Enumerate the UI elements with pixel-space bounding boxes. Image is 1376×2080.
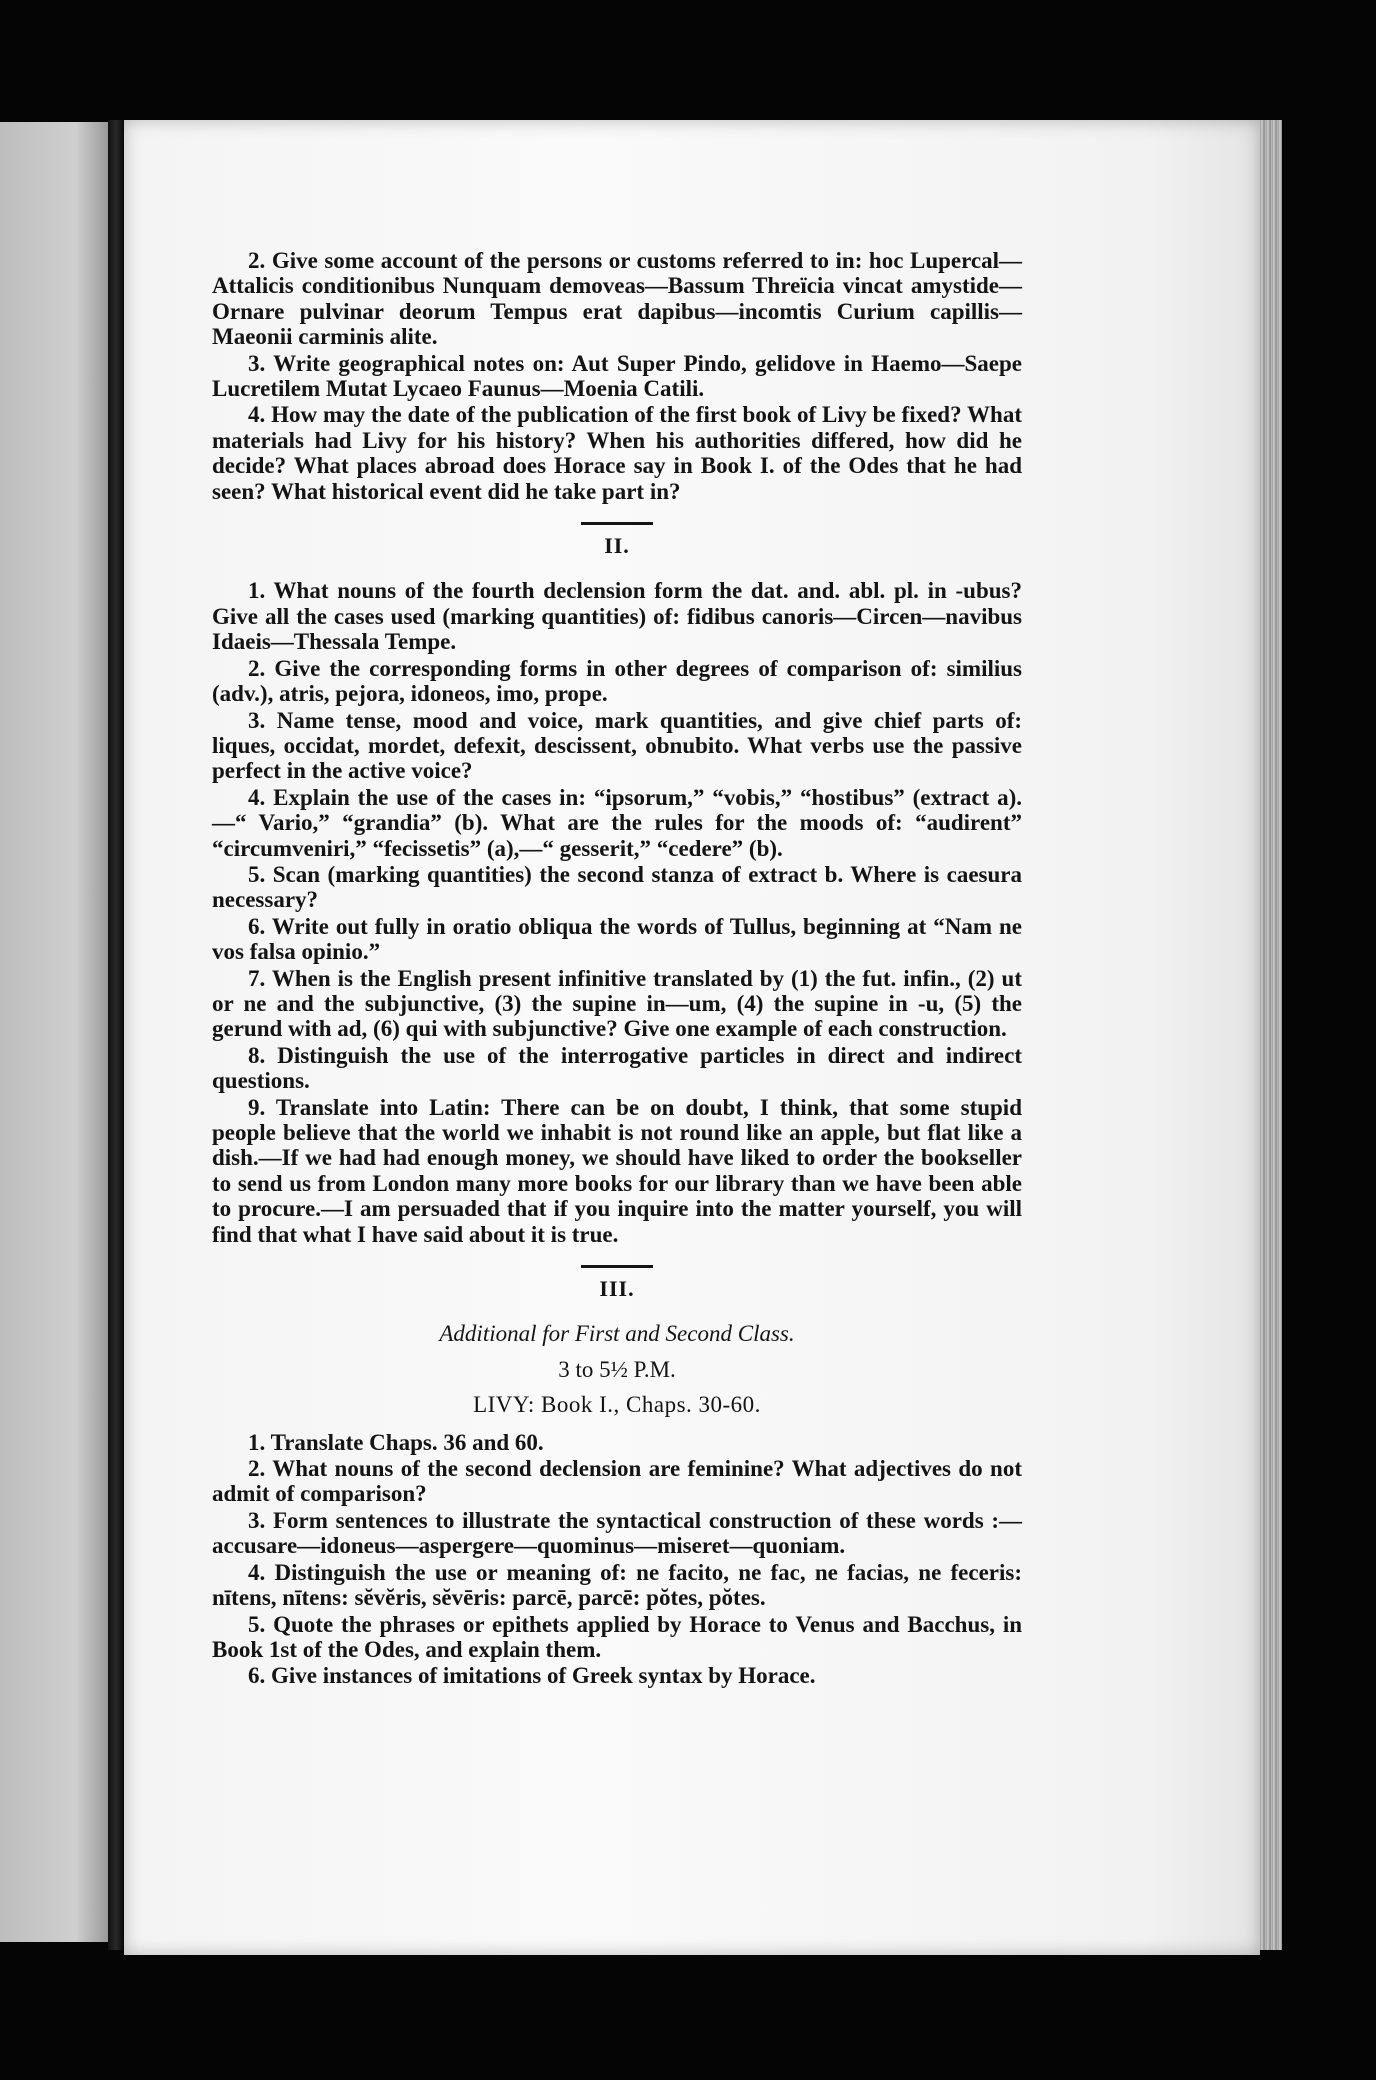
question-text: What nouns of the fourth declension form the dat. and. abl. pl. in -ubus? Give all the cases used (marking quantities) of: fidibus canoris—Circen—navibus Idaeis—Thessala Tempe. (212, 578, 1022, 655)
exam-time: 3 to 5½ P.M. (558, 1356, 676, 1382)
question-text: When is the English present infinitive translated by (1) the fut. infin., (2) ut or ne and the subjunctive, (3) the supine in—um, (4) the supine in -u, (5) the gerund with ad, (6) qui with subjunctive? Give one example of each construction. (212, 965, 1022, 1042)
question-text: Translate Chaps. 36 and 60. (270, 1429, 544, 1455)
section-divider (581, 1265, 653, 1268)
question-number: 5. (248, 861, 266, 887)
question-number: 3. (248, 707, 266, 733)
exam-text (212, 248, 1022, 1690)
question-item (212, 1456, 1022, 1507)
question-number: 5. (248, 1611, 266, 1637)
question-number: 4. (248, 784, 266, 810)
question-item (212, 914, 1022, 965)
question-number: 1. (248, 1429, 266, 1455)
section-heading: II. (604, 533, 630, 559)
question-number: 6. (248, 913, 266, 939)
question-text: Form sentences to illustrate the syntactical construction of these words :—accusare—idoneus—aspergere—quominus—miseret—quoniam. (212, 1507, 1023, 1559)
question-text: How may the date of the publication of the first book of Livy be fixed? What materials had Livy for his history? When his authorities differed, how did he decide? What places abroad does Horace say in Book I. of the Odes that he had seen? What historical event did he take part in? (212, 402, 1022, 504)
question-item (212, 1508, 1022, 1559)
question-number: 1. (248, 578, 266, 604)
question-text: Give some account of the persons or customs referred to in: hoc Lupercal—Attalicis conditionibus Nunquam demoveas—Bassum Threïcia vincat amystide—Ornare pulvinar deorum Tempus erat dapibus—incomtis Curium capillis—Maeonii carminis alite. (212, 248, 1023, 350)
question-number: 2. (248, 248, 266, 273)
question-text: Write out fully in oratio obliqua the words of Tullus, beginning at “Nam ne vos falsa opinio.” (212, 913, 1023, 965)
page-stack-edge (1260, 120, 1282, 1950)
question-item (212, 1560, 1022, 1611)
question-text: Give instances of imitations of Greek syntax by Horace. (271, 1663, 816, 1689)
question-text: Scan (marking quantities) the second stanza of extract b. Where is caesura necessary? (212, 861, 1022, 913)
question-item (212, 966, 1022, 1042)
question-number: 6. (248, 1663, 266, 1689)
question-item (212, 248, 1022, 350)
question-item (212, 351, 1022, 402)
question-number: 3. (248, 350, 266, 376)
facing-page-edge (0, 122, 108, 1942)
section-heading: III. (599, 1276, 635, 1302)
question-text: Translate into Latin: There can be on doubt, I think, that some stupid people believe that the world we inhabit is not round like an apple, but flat like a dish.—If we had had enough money, we should have liked to order the bookseller to send us from London many more books for our library than we have been able to procure.—I am persuaded that if you inquire into the matter yourself, you will find that what I have said about it is true. (212, 1094, 1022, 1247)
book-binding (108, 120, 124, 1950)
question-item (212, 862, 1022, 913)
question-number: 3. (248, 1507, 266, 1533)
question-item (212, 1612, 1022, 1663)
question-text: Quote the phrases or epithets applied by Horace to Venus and Bacchus, in Book 1st of the Odes, and explain them. (212, 1611, 1023, 1662)
question-number: 7. (248, 965, 266, 991)
question-item (212, 578, 1022, 654)
question-text: Write geographical notes on: Aut Super Pindo, gelidove in Haemo—Saepe Lucretilem Mutat Lycaeo Faunus—Moenia Catili. (212, 350, 1022, 402)
section-subheading: Additional for First and Second Class. (439, 1321, 795, 1347)
question-item (212, 1095, 1022, 1247)
question-item (212, 1663, 1022, 1688)
question-number: 8. (248, 1042, 266, 1068)
question-text: Explain the use of the cases in: “ipsorum,” “vobis,” “hostibus” (extract a).—“ Vario,” “grandia” (b). What are the rules for the moods of: “audirent” “circumveniri,” “fecissetis” (a),—“ gesserit,” “cedere” (b). (212, 784, 1023, 861)
question-number: 2. (248, 1456, 266, 1482)
question-text: Distinguish the use or meaning of: ne facito, ne fac, ne facias, ne feceris: nītens, nītens: sĕvĕris, sĕvēris: parcē, parcē: pŏtes, pŏtes. (212, 1559, 1023, 1611)
question-item (212, 1043, 1022, 1094)
question-item (212, 402, 1022, 504)
question-number: 9. (248, 1094, 266, 1120)
question-number: 4. (248, 402, 266, 428)
question-number: 4. (248, 1559, 266, 1585)
question-item (212, 708, 1022, 784)
question-text: Distinguish the use of the interrogative particles in direct and indirect questions. (212, 1042, 1023, 1094)
question-number: 2. (248, 655, 266, 681)
question-item (212, 1430, 1022, 1455)
section-divider (581, 522, 653, 525)
question-item (212, 656, 1022, 707)
question-item (212, 785, 1022, 861)
question-text: What nouns of the second declension are feminine? What adjectives do not admit of comparison? (212, 1456, 1022, 1507)
question-text: Give the corresponding forms in other degrees of comparison of: similius (adv.), atris, pejora, idoneos, imo, prope. (212, 655, 1022, 707)
exam-book-reference: LIVY: Book I., Chaps. 30-60. (473, 1392, 761, 1418)
question-text: Name tense, mood and voice, mark quantities, and give chief parts of: liques, occidat, mordet, defexit, descissent, obnubito. What verbs use the passive perfect in the active voice? (212, 707, 1023, 784)
